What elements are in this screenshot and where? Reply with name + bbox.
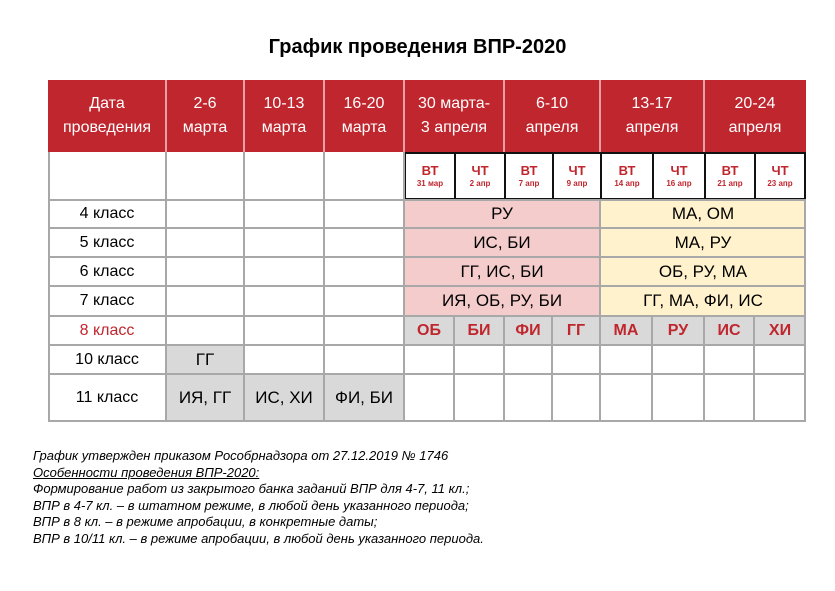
row-label-grade7: 7 класс	[79, 292, 135, 309]
header-date-line2: проведения	[63, 119, 151, 136]
grid-line	[48, 227, 806, 229]
grid-line	[599, 200, 601, 422]
subday-cell: ВТ 7 апр	[504, 152, 554, 200]
grid-line	[48, 315, 806, 317]
grid-line	[651, 316, 653, 422]
header-divider	[703, 80, 705, 152]
row-label-grade10: 10 класс	[75, 350, 139, 368]
grade8-subject: ФИ	[504, 316, 552, 345]
header-week-1: 2-6 марта	[166, 80, 244, 152]
header-date-line1: Дата	[89, 95, 125, 112]
grade5-second-period: МА, РУ	[600, 228, 806, 257]
subday-cell: ЧТ 9 апр	[552, 152, 602, 200]
grade8-subject: ОБ	[404, 316, 454, 345]
schedule-table	[48, 80, 806, 422]
grid-line	[48, 373, 806, 375]
grade7-second-period: ГГ, МА, ФИ, ИС	[600, 286, 806, 316]
grid-line	[243, 152, 245, 422]
note-item: ВПР в 4-7 кл. – в штатном режиме, в любой день указанного периода;	[33, 497, 469, 513]
grade10-week1: ГГ	[166, 345, 244, 374]
grid-line	[403, 152, 405, 422]
grade6-first-period: ГГ, ИС, БИ	[404, 257, 600, 286]
header-week-7: 20-24 апреля	[704, 80, 806, 152]
note-item: Формирование работ из закрытого банка заданий ВПР для 4-7, 11 кл.;	[33, 481, 470, 496]
note-order: График утвержден приказом Рособрнадзора от 27.12.2019 № 1746	[33, 448, 449, 463]
header-divider	[165, 80, 167, 152]
grade8-subject: ГГ	[552, 316, 600, 345]
header-divider	[323, 80, 325, 152]
grade11-week1: ИЯ, ГГ	[166, 374, 244, 422]
row-label-grade4: 4 класс	[79, 205, 135, 222]
header-divider	[599, 80, 601, 152]
grid-line	[503, 316, 505, 422]
grid-line	[453, 316, 455, 422]
header-week-3: 16-20 марта	[324, 80, 404, 152]
subday-cell: ВТ 31 мар	[404, 152, 456, 200]
grade7-first-period: ИЯ, ОБ, РУ, БИ	[404, 286, 600, 316]
subday-cell: ЧТ 23 апр	[754, 152, 806, 200]
grid-line	[48, 420, 806, 422]
note-item: ВПР в 8 кл. – в режиме апробации, в конкретные даты;	[33, 514, 378, 529]
grid-line	[48, 344, 806, 346]
grade11-week3: ФИ, БИ	[324, 374, 404, 422]
grade5-first-period: ИС, БИ	[404, 228, 600, 257]
header-date-cell	[48, 80, 166, 152]
header-divider	[243, 80, 245, 152]
grade11-week2: ИС, ХИ	[244, 374, 324, 422]
subday-cell: ЧТ 2 апр	[454, 152, 506, 200]
header-divider	[403, 80, 405, 152]
grid-line	[551, 316, 553, 422]
grade4-first-period: РУ	[404, 200, 600, 228]
subday-cell: ЧТ 16 апр	[652, 152, 706, 200]
row-label-grade8: 8 класс	[79, 321, 135, 339]
header-week-5: 6-10 апреля	[504, 80, 600, 152]
grid-line	[48, 256, 806, 258]
grade6-second-period: ОБ, РУ, МА	[600, 257, 806, 286]
grade8-subject: ХИ	[754, 316, 806, 345]
header-week-6: 13-17 апреля	[600, 80, 704, 152]
grade4-second-period: МА, ОМ	[600, 200, 806, 228]
row-label-grade11: 11 класс	[75, 389, 139, 406]
subday-cell: ВТ 14 апр	[600, 152, 654, 200]
grid-line	[703, 316, 705, 422]
grid-line	[48, 152, 50, 422]
grade8-subject: БИ	[454, 316, 504, 345]
grade8-subject: МА	[600, 316, 652, 345]
header-week-4: 30 марта- 3 апреля	[404, 80, 504, 152]
grid-line	[753, 316, 755, 422]
grid-line	[48, 285, 806, 287]
note-item: ВПР в 10/11 кл. – в режиме апробации, в любой день указанного периода.	[33, 530, 484, 546]
grid-line	[804, 200, 806, 422]
footnotes	[33, 448, 484, 547]
subday-cell: ВТ 21 апр	[704, 152, 756, 200]
page-title: График проведения ВПР-2020	[268, 36, 567, 58]
header-divider	[503, 80, 505, 152]
grade8-subject: РУ	[652, 316, 704, 345]
header-week-2: 10-13 марта	[244, 80, 324, 152]
note-heading: Особенности проведения ВПР-2020:	[33, 464, 260, 480]
grid-line	[165, 152, 167, 422]
grade8-subject: ИС	[704, 316, 754, 345]
grid-line	[48, 199, 806, 201]
grid-line	[323, 152, 325, 422]
row-label-grade5: 5 класс	[79, 233, 135, 251]
row-label-grade6: 6 класс	[79, 262, 135, 280]
